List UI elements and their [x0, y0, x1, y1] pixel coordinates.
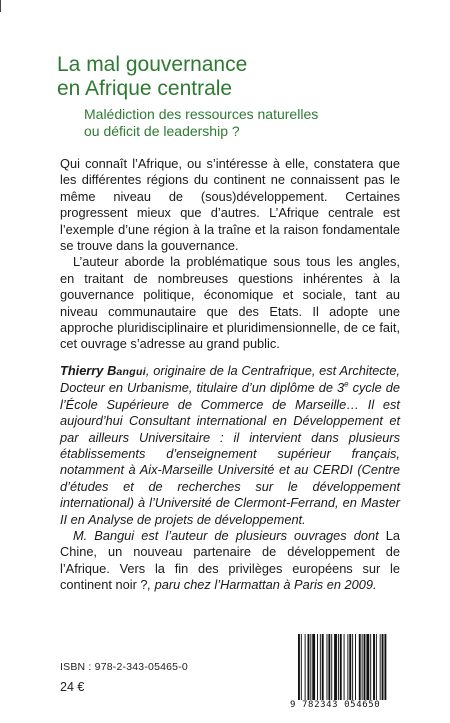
- author-name: [60, 363, 146, 378]
- crop-mark: [0, 0, 1, 12]
- subtitle-line-1: Malédiction des ressources naturelles: [84, 106, 319, 122]
- author-bio: [60, 363, 400, 528]
- works-book-title: La Chine, un nouveau partenaire de développement de l’Afrique. Vers la fin des privilèges européens sur le continent noir ?: [60, 527, 400, 593]
- book-subtitle: [84, 106, 414, 140]
- author-last-name-initial: B: [107, 362, 117, 378]
- author-works: [60, 528, 400, 594]
- subtitle-line-2: ou déficit de leadership ?: [84, 123, 240, 139]
- bio-text-1: , originaire de la Centrafrique, est Architecte, Docteur en Urbanisme, titulaire d’un diplôme de 3: [60, 362, 400, 396]
- blurb-paragraph-2: L’auteur aborde la problématique sous tous les angles, en traitant de nombreuses questions inhérentes à la gouvernance politique, économique et sociale, tant au niveau communautaire que des Etats. Il adopte une approche pluridisciplinaire et pluridimensionnelle, de ce fait, cet ouvrage s’adresse au grand public.: [60, 254, 400, 352]
- blurb: [60, 156, 400, 594]
- author-last-name-rest: angui: [116, 365, 146, 378]
- isbn: ISBN : 978-2-343-05465-0: [60, 661, 188, 673]
- book-title: [57, 53, 417, 101]
- bio-text-2: cycle de l’École Supérieure de Commerce de Marseille… Il est aujourd’hui Consultant international en Développement et par ailleurs Universitaire : il intervient dans plusieurs établissements d’enseignement supérieur français, notamment à Aix-Marseille Université et au CERDI (Centre d’études et de recherches sur le développement international) à l’Université de Clermont-Ferrand, en Master II en Analyse de projets de développement.: [60, 380, 400, 527]
- barcode-bars: [290, 634, 416, 702]
- bio-superscript: e: [344, 380, 349, 390]
- title-line-2: en Afrique centrale: [57, 77, 233, 100]
- barcode: [290, 634, 416, 711]
- works-text-1: M. Bangui est l’auteur de plusieurs ouvrages dont: [73, 527, 386, 543]
- works-text-2: , paru chez l’Harmattan à Paris en 2009.: [147, 577, 377, 593]
- author-first-name: Thierry: [60, 362, 108, 378]
- blurb-paragraph-1: Qui connaît l’Afrique, ou s’intéresse à elle, constatera que les différentes régions du continent ne connaissent pas le même niveau de (sous)développement. Certaines progressent mieux que d’autres. L’Afrique centrale est l’exemple d’une région à la traîne et la raison fondamentale se trouve dans la gouvernance.: [60, 156, 400, 254]
- title-line-1: La mal gouvernance: [57, 53, 248, 76]
- barcode-digits: 9 782343 054650: [290, 700, 416, 710]
- price: 24 €: [60, 680, 85, 694]
